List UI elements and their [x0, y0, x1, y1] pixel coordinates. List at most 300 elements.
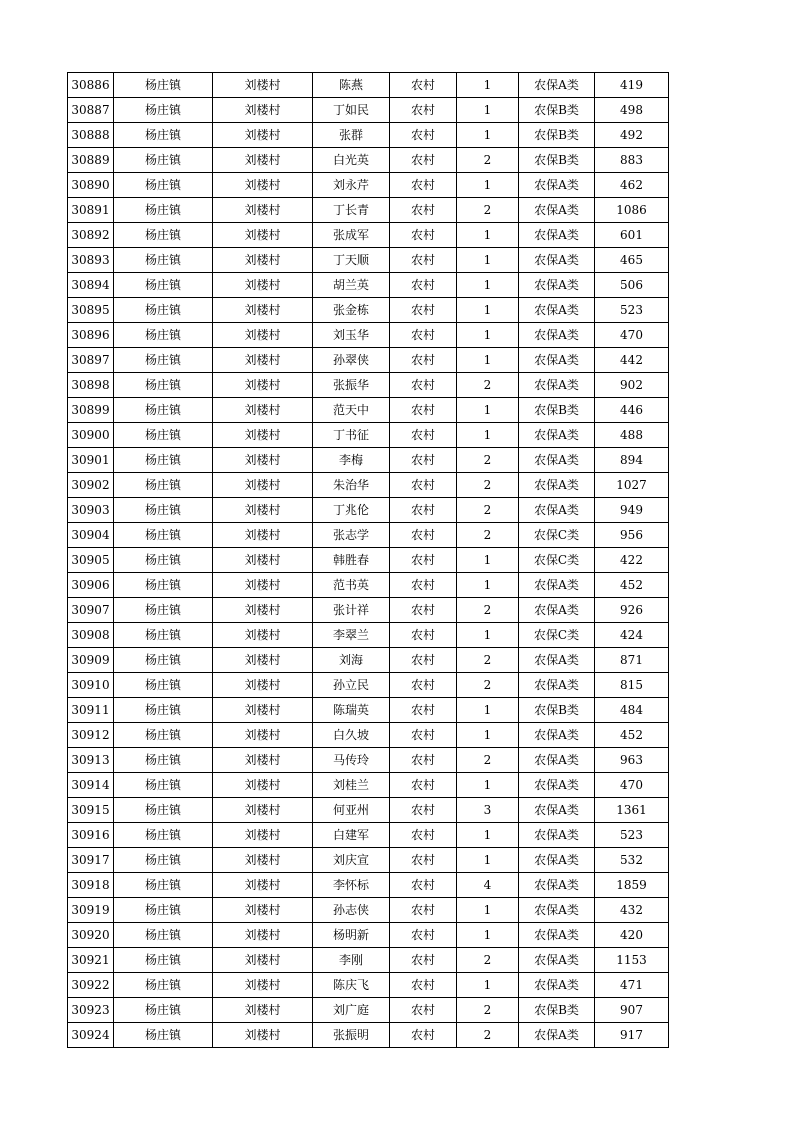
village-cell: 刘楼村 [213, 198, 313, 223]
table-row [68, 948, 669, 973]
amount-cell: 419 [595, 73, 669, 98]
town-cell: 杨庄镇 [114, 748, 213, 773]
amount-cell: 488 [595, 423, 669, 448]
town-cell: 杨庄镇 [114, 798, 213, 823]
people-count-cell: 2 [457, 673, 519, 698]
insurance-class-cell: 农保A类 [519, 648, 595, 673]
town-cell: 杨庄镇 [114, 148, 213, 173]
people-count-cell: 1 [457, 348, 519, 373]
village-cell: 刘楼村 [213, 148, 313, 173]
town-cell: 杨庄镇 [114, 223, 213, 248]
village-cell: 刘楼村 [213, 223, 313, 248]
household-type-cell: 农村 [390, 848, 457, 873]
amount-cell: 1086 [595, 198, 669, 223]
town-cell: 杨庄镇 [114, 273, 213, 298]
village-cell: 刘楼村 [213, 273, 313, 298]
household-type-cell: 农村 [390, 798, 457, 823]
people-count-cell: 1 [457, 273, 519, 298]
serial-number-cell: 30909 [68, 648, 114, 673]
insurance-class-cell: 农保A类 [519, 673, 595, 698]
amount-cell: 1153 [595, 948, 669, 973]
name-cell: 张计祥 [313, 598, 390, 623]
amount-cell: 815 [595, 673, 669, 698]
serial-number-cell: 30914 [68, 773, 114, 798]
name-cell: 韩胜春 [313, 548, 390, 573]
name-cell: 张金栋 [313, 298, 390, 323]
insurance-class-cell: 农保A类 [519, 273, 595, 298]
name-cell: 马传玲 [313, 748, 390, 773]
people-count-cell: 2 [457, 498, 519, 523]
people-count-cell: 1 [457, 823, 519, 848]
village-cell: 刘楼村 [213, 323, 313, 348]
town-cell: 杨庄镇 [114, 523, 213, 548]
name-cell: 刘海 [313, 648, 390, 673]
town-cell: 杨庄镇 [114, 298, 213, 323]
village-cell: 刘楼村 [213, 498, 313, 523]
table-row [68, 198, 669, 223]
people-count-cell: 1 [457, 723, 519, 748]
name-cell: 丁书征 [313, 423, 390, 448]
people-count-cell: 2 [457, 148, 519, 173]
table-row [68, 1023, 669, 1048]
insurance-class-cell: 农保A类 [519, 348, 595, 373]
table-row [68, 548, 669, 573]
people-count-cell: 1 [457, 173, 519, 198]
serial-number-cell: 30912 [68, 723, 114, 748]
town-cell: 杨庄镇 [114, 598, 213, 623]
town-cell: 杨庄镇 [114, 773, 213, 798]
amount-cell: 424 [595, 623, 669, 648]
serial-number-cell: 30903 [68, 498, 114, 523]
beneficiary-table [67, 72, 669, 1048]
amount-cell: 523 [595, 823, 669, 848]
table-row [68, 473, 669, 498]
insurance-class-cell: 农保A类 [519, 423, 595, 448]
people-count-cell: 1 [457, 548, 519, 573]
people-count-cell: 1 [457, 398, 519, 423]
name-cell: 陈庆飞 [313, 973, 390, 998]
insurance-class-cell: 农保A类 [519, 573, 595, 598]
amount-cell: 506 [595, 273, 669, 298]
name-cell: 张群 [313, 123, 390, 148]
village-cell: 刘楼村 [213, 973, 313, 998]
name-cell: 孙翠侠 [313, 348, 390, 373]
table-row [68, 98, 669, 123]
serial-number-cell: 30920 [68, 923, 114, 948]
insurance-class-cell: 农保A类 [519, 898, 595, 923]
town-cell: 杨庄镇 [114, 873, 213, 898]
household-type-cell: 农村 [390, 923, 457, 948]
household-type-cell: 农村 [390, 298, 457, 323]
people-count-cell: 1 [457, 623, 519, 648]
town-cell: 杨庄镇 [114, 973, 213, 998]
amount-cell: 452 [595, 723, 669, 748]
village-cell: 刘楼村 [213, 673, 313, 698]
amount-cell: 1027 [595, 473, 669, 498]
amount-cell: 963 [595, 748, 669, 773]
serial-number-cell: 30902 [68, 473, 114, 498]
table-row [68, 748, 669, 773]
village-cell: 刘楼村 [213, 623, 313, 648]
household-type-cell: 农村 [390, 673, 457, 698]
household-type-cell: 农村 [390, 1023, 457, 1048]
amount-cell: 883 [595, 148, 669, 173]
household-type-cell: 农村 [390, 323, 457, 348]
insurance-class-cell: 农保A类 [519, 598, 595, 623]
insurance-class-cell: 农保B类 [519, 98, 595, 123]
amount-cell: 902 [595, 373, 669, 398]
town-cell: 杨庄镇 [114, 698, 213, 723]
table-row [68, 148, 669, 173]
table-body [68, 73, 669, 1048]
village-cell: 刘楼村 [213, 723, 313, 748]
name-cell: 丁天顺 [313, 248, 390, 273]
serial-number-cell: 30923 [68, 998, 114, 1023]
town-cell: 杨庄镇 [114, 923, 213, 948]
name-cell: 胡兰英 [313, 273, 390, 298]
household-type-cell: 农村 [390, 173, 457, 198]
serial-number-cell: 30913 [68, 748, 114, 773]
household-type-cell: 农村 [390, 948, 457, 973]
people-count-cell: 2 [457, 523, 519, 548]
insurance-class-cell: 农保A类 [519, 448, 595, 473]
people-count-cell: 1 [457, 898, 519, 923]
name-cell: 张振明 [313, 1023, 390, 1048]
serial-number-cell: 30916 [68, 823, 114, 848]
amount-cell: 956 [595, 523, 669, 548]
village-cell: 刘楼村 [213, 448, 313, 473]
village-cell: 刘楼村 [213, 1023, 313, 1048]
insurance-class-cell: 农保A类 [519, 248, 595, 273]
table-row [68, 298, 669, 323]
town-cell: 杨庄镇 [114, 473, 213, 498]
people-count-cell: 1 [457, 298, 519, 323]
table-row [68, 498, 669, 523]
table-row [68, 348, 669, 373]
household-type-cell: 农村 [390, 373, 457, 398]
table-row [68, 773, 669, 798]
town-cell: 杨庄镇 [114, 423, 213, 448]
insurance-class-cell: 农保B类 [519, 998, 595, 1023]
amount-cell: 465 [595, 248, 669, 273]
serial-number-cell: 30910 [68, 673, 114, 698]
name-cell: 何亚州 [313, 798, 390, 823]
town-cell: 杨庄镇 [114, 198, 213, 223]
insurance-class-cell: 农保A类 [519, 73, 595, 98]
name-cell: 范天中 [313, 398, 390, 423]
village-cell: 刘楼村 [213, 423, 313, 448]
insurance-class-cell: 农保A类 [519, 323, 595, 348]
household-type-cell: 农村 [390, 123, 457, 148]
insurance-class-cell: 农保B类 [519, 148, 595, 173]
household-type-cell: 农村 [390, 548, 457, 573]
household-type-cell: 农村 [390, 498, 457, 523]
town-cell: 杨庄镇 [114, 248, 213, 273]
serial-number-cell: 30887 [68, 98, 114, 123]
village-cell: 刘楼村 [213, 798, 313, 823]
amount-cell: 470 [595, 323, 669, 348]
village-cell: 刘楼村 [213, 523, 313, 548]
village-cell: 刘楼村 [213, 773, 313, 798]
name-cell: 白光英 [313, 148, 390, 173]
amount-cell: 470 [595, 773, 669, 798]
insurance-class-cell: 农保C类 [519, 523, 595, 548]
amount-cell: 601 [595, 223, 669, 248]
amount-cell: 442 [595, 348, 669, 373]
table-row [68, 223, 669, 248]
village-cell: 刘楼村 [213, 548, 313, 573]
insurance-class-cell: 农保A类 [519, 873, 595, 898]
amount-cell: 871 [595, 648, 669, 673]
town-cell: 杨庄镇 [114, 73, 213, 98]
serial-number-cell: 30891 [68, 198, 114, 223]
people-count-cell: 1 [457, 98, 519, 123]
village-cell: 刘楼村 [213, 348, 313, 373]
people-count-cell: 2 [457, 998, 519, 1023]
serial-number-cell: 30924 [68, 1023, 114, 1048]
insurance-class-cell: 农保A类 [519, 923, 595, 948]
amount-cell: 926 [595, 598, 669, 623]
table-row [68, 448, 669, 473]
people-count-cell: 2 [457, 198, 519, 223]
serial-number-cell: 30918 [68, 873, 114, 898]
name-cell: 丁长青 [313, 198, 390, 223]
serial-number-cell: 30888 [68, 123, 114, 148]
serial-number-cell: 30894 [68, 273, 114, 298]
serial-number-cell: 30917 [68, 848, 114, 873]
town-cell: 杨庄镇 [114, 898, 213, 923]
people-count-cell: 2 [457, 948, 519, 973]
name-cell: 李刚 [313, 948, 390, 973]
people-count-cell: 1 [457, 323, 519, 348]
town-cell: 杨庄镇 [114, 998, 213, 1023]
insurance-class-cell: 农保A类 [519, 723, 595, 748]
amount-cell: 532 [595, 848, 669, 873]
insurance-class-cell: 农保A类 [519, 948, 595, 973]
household-type-cell: 农村 [390, 723, 457, 748]
table-row [68, 623, 669, 648]
village-cell: 刘楼村 [213, 598, 313, 623]
village-cell: 刘楼村 [213, 373, 313, 398]
people-count-cell: 1 [457, 248, 519, 273]
name-cell: 丁如民 [313, 98, 390, 123]
town-cell: 杨庄镇 [114, 123, 213, 148]
name-cell: 刘永芹 [313, 173, 390, 198]
town-cell: 杨庄镇 [114, 348, 213, 373]
town-cell: 杨庄镇 [114, 573, 213, 598]
household-type-cell: 农村 [390, 973, 457, 998]
name-cell: 杨明新 [313, 923, 390, 948]
village-cell: 刘楼村 [213, 823, 313, 848]
serial-number-cell: 30892 [68, 223, 114, 248]
serial-number-cell: 30893 [68, 248, 114, 273]
name-cell: 孙志侠 [313, 898, 390, 923]
table-row [68, 673, 669, 698]
village-cell: 刘楼村 [213, 923, 313, 948]
serial-number-cell: 30906 [68, 573, 114, 598]
town-cell: 杨庄镇 [114, 548, 213, 573]
village-cell: 刘楼村 [213, 123, 313, 148]
people-count-cell: 2 [457, 598, 519, 623]
town-cell: 杨庄镇 [114, 673, 213, 698]
household-type-cell: 农村 [390, 98, 457, 123]
people-count-cell: 1 [457, 123, 519, 148]
village-cell: 刘楼村 [213, 73, 313, 98]
name-cell: 白建军 [313, 823, 390, 848]
name-cell: 范书英 [313, 573, 390, 598]
table-row [68, 923, 669, 948]
insurance-class-cell: 农保C类 [519, 623, 595, 648]
insurance-class-cell: 农保B类 [519, 123, 595, 148]
insurance-class-cell: 农保A类 [519, 473, 595, 498]
insurance-class-cell: 农保A类 [519, 848, 595, 873]
name-cell: 朱治华 [313, 473, 390, 498]
people-count-cell: 1 [457, 223, 519, 248]
village-cell: 刘楼村 [213, 473, 313, 498]
amount-cell: 498 [595, 98, 669, 123]
household-type-cell: 农村 [390, 873, 457, 898]
household-type-cell: 农村 [390, 998, 457, 1023]
people-count-cell: 1 [457, 573, 519, 598]
insurance-class-cell: 农保A类 [519, 173, 595, 198]
people-count-cell: 1 [457, 73, 519, 98]
table-row [68, 823, 669, 848]
insurance-class-cell: 农保A类 [519, 773, 595, 798]
people-count-cell: 1 [457, 973, 519, 998]
town-cell: 杨庄镇 [114, 948, 213, 973]
table-row [68, 898, 669, 923]
table-row [68, 323, 669, 348]
town-cell: 杨庄镇 [114, 173, 213, 198]
village-cell: 刘楼村 [213, 98, 313, 123]
village-cell: 刘楼村 [213, 298, 313, 323]
town-cell: 杨庄镇 [114, 848, 213, 873]
table-row [68, 873, 669, 898]
insurance-class-cell: 农保B类 [519, 398, 595, 423]
household-type-cell: 农村 [390, 198, 457, 223]
insurance-class-cell: 农保A类 [519, 973, 595, 998]
household-type-cell: 农村 [390, 248, 457, 273]
serial-number-cell: 30919 [68, 898, 114, 923]
amount-cell: 446 [595, 398, 669, 423]
serial-number-cell: 30895 [68, 298, 114, 323]
household-type-cell: 农村 [390, 473, 457, 498]
village-cell: 刘楼村 [213, 173, 313, 198]
table-row [68, 73, 669, 98]
serial-number-cell: 30886 [68, 73, 114, 98]
people-count-cell: 2 [457, 473, 519, 498]
insurance-class-cell: 农保A类 [519, 1023, 595, 1048]
insurance-class-cell: 农保A类 [519, 748, 595, 773]
insurance-class-cell: 农保A类 [519, 298, 595, 323]
people-count-cell: 2 [457, 648, 519, 673]
household-type-cell: 农村 [390, 223, 457, 248]
people-count-cell: 1 [457, 423, 519, 448]
household-type-cell: 农村 [390, 823, 457, 848]
name-cell: 孙立民 [313, 673, 390, 698]
village-cell: 刘楼村 [213, 573, 313, 598]
table-row [68, 523, 669, 548]
serial-number-cell: 30904 [68, 523, 114, 548]
table-row [68, 123, 669, 148]
insurance-class-cell: 农保C类 [519, 548, 595, 573]
people-count-cell: 2 [457, 1023, 519, 1048]
insurance-class-cell: 农保B类 [519, 698, 595, 723]
name-cell: 刘广庭 [313, 998, 390, 1023]
village-cell: 刘楼村 [213, 848, 313, 873]
town-cell: 杨庄镇 [114, 373, 213, 398]
village-cell: 刘楼村 [213, 648, 313, 673]
serial-number-cell: 30911 [68, 698, 114, 723]
amount-cell: 432 [595, 898, 669, 923]
table-row [68, 373, 669, 398]
amount-cell: 917 [595, 1023, 669, 1048]
people-count-cell: 2 [457, 448, 519, 473]
amount-cell: 492 [595, 123, 669, 148]
town-cell: 杨庄镇 [114, 823, 213, 848]
table-row [68, 573, 669, 598]
people-count-cell: 1 [457, 848, 519, 873]
people-count-cell: 4 [457, 873, 519, 898]
table-row [68, 423, 669, 448]
serial-number-cell: 30889 [68, 148, 114, 173]
table-row [68, 173, 669, 198]
name-cell: 陈瑞英 [313, 698, 390, 723]
household-type-cell: 农村 [390, 648, 457, 673]
household-type-cell: 农村 [390, 448, 457, 473]
people-count-cell: 1 [457, 698, 519, 723]
amount-cell: 471 [595, 973, 669, 998]
name-cell: 张成军 [313, 223, 390, 248]
table-row [68, 848, 669, 873]
name-cell: 李梅 [313, 448, 390, 473]
name-cell: 张振华 [313, 373, 390, 398]
town-cell: 杨庄镇 [114, 623, 213, 648]
household-type-cell: 农村 [390, 423, 457, 448]
town-cell: 杨庄镇 [114, 1023, 213, 1048]
insurance-class-cell: 农保A类 [519, 798, 595, 823]
serial-number-cell: 30922 [68, 973, 114, 998]
people-count-cell: 2 [457, 373, 519, 398]
household-type-cell: 农村 [390, 73, 457, 98]
table-row [68, 273, 669, 298]
village-cell: 刘楼村 [213, 748, 313, 773]
household-type-cell: 农村 [390, 398, 457, 423]
table-row [68, 248, 669, 273]
amount-cell: 484 [595, 698, 669, 723]
serial-number-cell: 30915 [68, 798, 114, 823]
household-type-cell: 农村 [390, 598, 457, 623]
household-type-cell: 农村 [390, 573, 457, 598]
amount-cell: 420 [595, 923, 669, 948]
amount-cell: 907 [595, 998, 669, 1023]
serial-number-cell: 30905 [68, 548, 114, 573]
town-cell: 杨庄镇 [114, 98, 213, 123]
household-type-cell: 农村 [390, 623, 457, 648]
amount-cell: 949 [595, 498, 669, 523]
table-row [68, 723, 669, 748]
name-cell: 丁兆伦 [313, 498, 390, 523]
table-row [68, 973, 669, 998]
name-cell: 刘桂兰 [313, 773, 390, 798]
household-type-cell: 农村 [390, 748, 457, 773]
people-count-cell: 1 [457, 923, 519, 948]
amount-cell: 523 [595, 298, 669, 323]
village-cell: 刘楼村 [213, 398, 313, 423]
serial-number-cell: 30897 [68, 348, 114, 373]
insurance-class-cell: 农保A类 [519, 498, 595, 523]
household-type-cell: 农村 [390, 148, 457, 173]
